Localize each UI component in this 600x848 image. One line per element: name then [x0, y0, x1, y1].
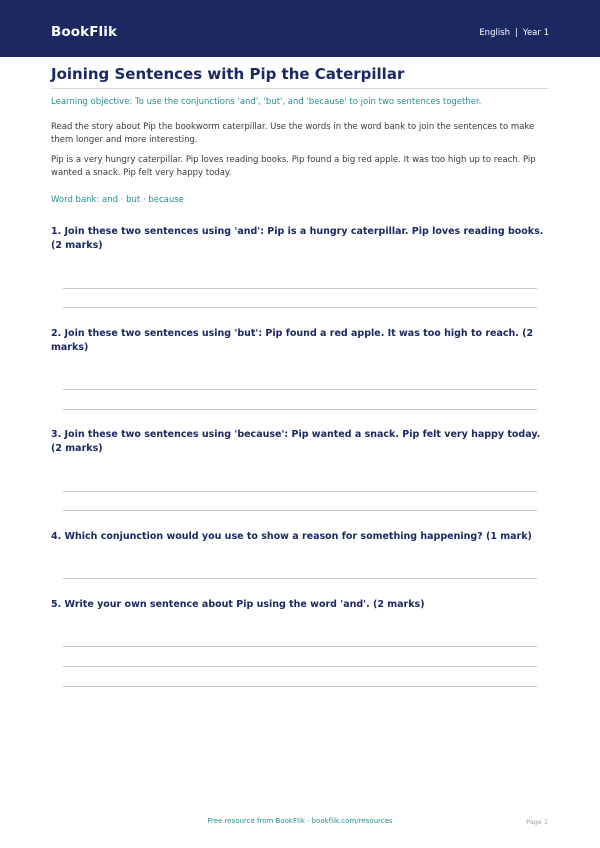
answer-line-1b[interactable]	[63, 307, 537, 308]
footer-credit: Free resource from BookFlik · bookflik.com/resources	[207, 817, 393, 825]
question-3: 3. Join these two sentences using 'because': Pip wanted a snack. Pip felt very happy today. (2 marks)	[51, 429, 541, 454]
learning-objective: Learning objective: To use the conjunctions 'and', 'but', and 'because' to join two sentences together.	[51, 97, 482, 107]
answer-line-5c[interactable]	[63, 686, 537, 687]
instructions-paragraph: Read the story about Pip the bookworm caterpillar. Use the words in the word bank to join the sentences to make them longer and more interesting.	[51, 122, 535, 145]
header-meta	[479, 27, 549, 39]
page-number: Page 1	[526, 818, 548, 826]
title-divider	[51, 88, 548, 89]
question-2: 2. Join these two sentences using 'but': Pip found a red apple. It was too high to reach. (2 marks)	[51, 328, 534, 353]
question-1: 1. Join these two sentences using 'and': Pip is a hungry caterpillar. Pip loves reading books. (2 marks)	[51, 226, 544, 251]
answer-line-3a[interactable]	[63, 491, 537, 492]
answer-line-1a[interactable]	[63, 288, 537, 289]
question-4: 4. Which conjunction would you use to show a reason for something happening? (1 mark)	[51, 531, 532, 542]
answer-line-4a[interactable]	[63, 578, 537, 579]
subject-label: English	[479, 28, 511, 38]
answer-line-5a[interactable]	[63, 646, 537, 647]
answer-line-3b[interactable]	[63, 510, 537, 511]
word-bank: Word bank: and · but · because	[51, 195, 184, 205]
worksheet-title: Joining Sentences with Pip the Caterpillar	[51, 65, 405, 83]
brand-logo: BookFlik	[51, 24, 118, 40]
answer-line-5b[interactable]	[63, 666, 537, 667]
answer-line-2a[interactable]	[63, 389, 537, 390]
year-label: Year 1	[522, 28, 549, 38]
question-5: 5. Write your own sentence about Pip using the word 'and'. (2 marks)	[51, 599, 425, 610]
page-header	[0, 0, 600, 57]
header-separator: |	[515, 28, 518, 38]
story-paragraph: Pip is a very hungry caterpillar. Pip loves reading books. Pip found a big red apple. It was too high up to reach. Pip wanted a snack. Pip felt very happy today.	[51, 155, 536, 178]
answer-line-2b[interactable]	[63, 409, 537, 410]
